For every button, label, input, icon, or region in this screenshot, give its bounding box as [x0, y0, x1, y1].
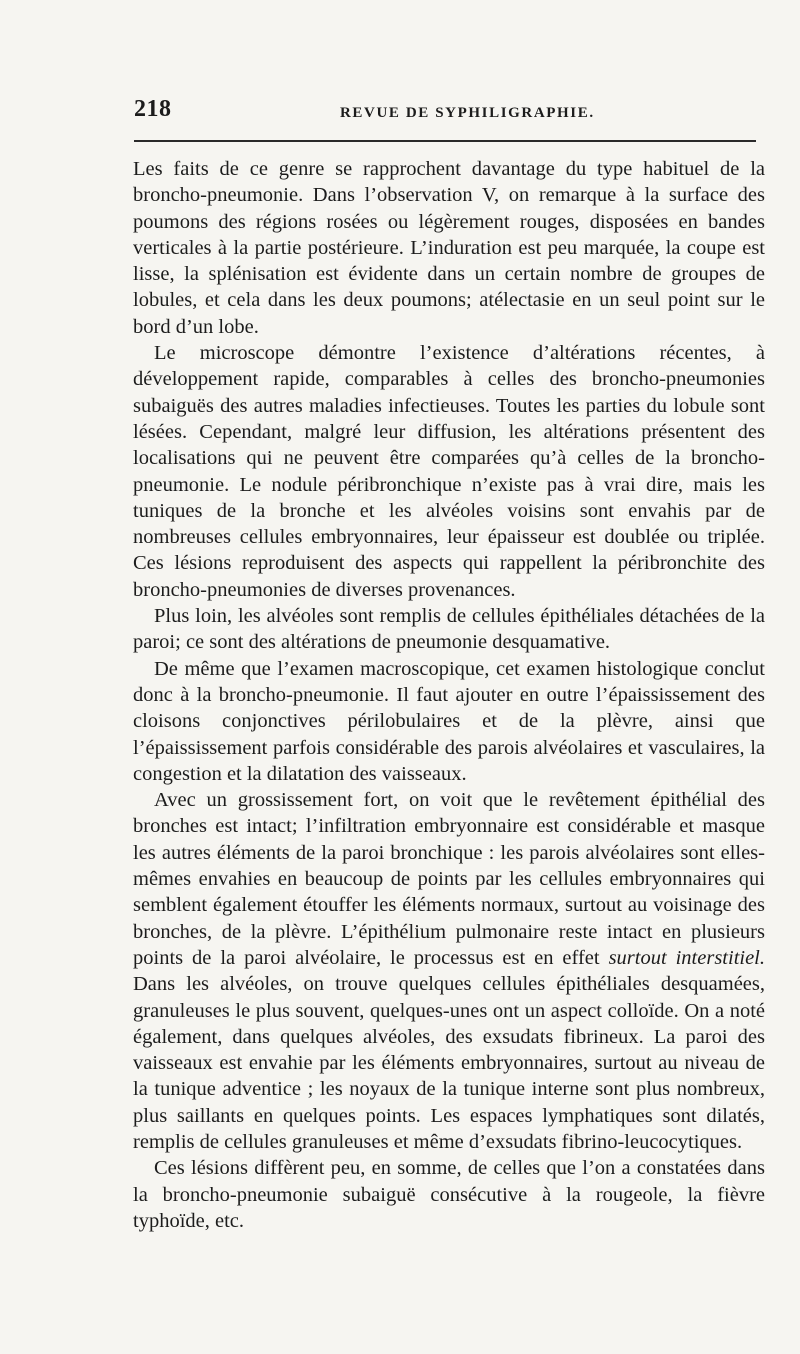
paragraph-text: Avec un grossissement fort, on voit que le revêtement épithélial des bronches est intact; l’infiltration embryonnaire est considérable et masque les autres éléments de la paroi bronchique : les parois alvéolaires sont elles-mêmes envahies en beaucoup de points par les cellules embryonnaires qui semblent également étouffer les éléments normaux, surtout au voisinage des bronches, de la plèvre. L’épithélium pulmonaire reste intact en plusieurs points de la paroi alvéolaire, le processus est en effet [133, 789, 765, 969]
paragraph: Les faits de ce genre se rapprochent davantage du type habituel de la broncho-pneumonie. Dans l’observation V, on remarque à la surface des poumons des régions rosées ou légèrement rouges, disposées en bandes verticales à la partie postérieure. L’induration est peu marquée, la coupe est lisse, la splénisation est évidente dans un certain nombre de groupes de lobules, et cela dans les deux poumons; atélectasie en un seul point sur le bord d’un lobe. [133, 158, 765, 338]
running-title: REVUE DE SYPHILIGRAPHIE. [340, 105, 595, 121]
header-rule [134, 140, 756, 142]
page-number: 218 [134, 96, 172, 122]
paragraph: De même que l’examen macroscopique, cet examen histologique conclut donc à la broncho-pneumonie. Il faut ajouter en outre l’épaississement des cloisons conjonctives périlobulaires et de la plèvre, ainsi que l’épaississement parfois considérable des parois alvéolaires et vasculaires, la congestion et la dilatation des vaisseaux. [133, 657, 765, 785]
paragraph [133, 787, 765, 1155]
paragraph-text: Dans les alvéoles, on trouve quelques cellules épithéliales desquamées, granuleuses le plus souvent, quelques-unes ont un aspect colloïde. On a noté également, dans quelques alvéoles, des exsudats fibrineux. La paroi des vaisseaux est envahie par les éléments embryonnaires, surtout au niveau de la tunique adventice ; les noyaux de la tunique interne sont plus nombreux, plus saillants en quelques points. Les espaces lymphatiques sont dilatés, remplis de cellules granuleuses et même d’exsudats fibrino-leucocytiques. [133, 973, 765, 1153]
paragraph: Ces lésions diffèrent peu, en somme, de celles que l’on a constatées dans la broncho-pneumonie subaiguë consécutive à la rougeole, la fièvre typhoïde, etc. [133, 1157, 765, 1232]
paragraph: Plus loin, les alvéoles sont remplis de cellules épithéliales détachées de la paroi; ce sont des altérations de pneumonie desquamative. [133, 605, 765, 654]
body-text [133, 156, 765, 1234]
page-header [134, 96, 770, 130]
paragraph: Le microscope démontre l’existence d’altérations récentes, à développement rapide, comparables à celles des broncho-pneumonies subaiguës des autres maladies infectieuses. Toutes les parties du lobule sont lésées. Cependant, malgré leur diffusion, les altérations présentent des localisations qui ne peuvent être comparées qu’à celles de la broncho-pneumonie. Le nodule péribronchique n’existe pas à vrai dire, mais les tuniques de la bronche et les alvéoles voisins sont envahis par de nombreuses cellules embryonnaires, leur épaisseur est doublée ou triplée. Ces lésions reproduisent des aspects qui rappellent la péribronchite des broncho-pneumonies de diverses provenances. [133, 342, 765, 601]
italic-emphasis: surtout interstitiel. [608, 946, 765, 969]
